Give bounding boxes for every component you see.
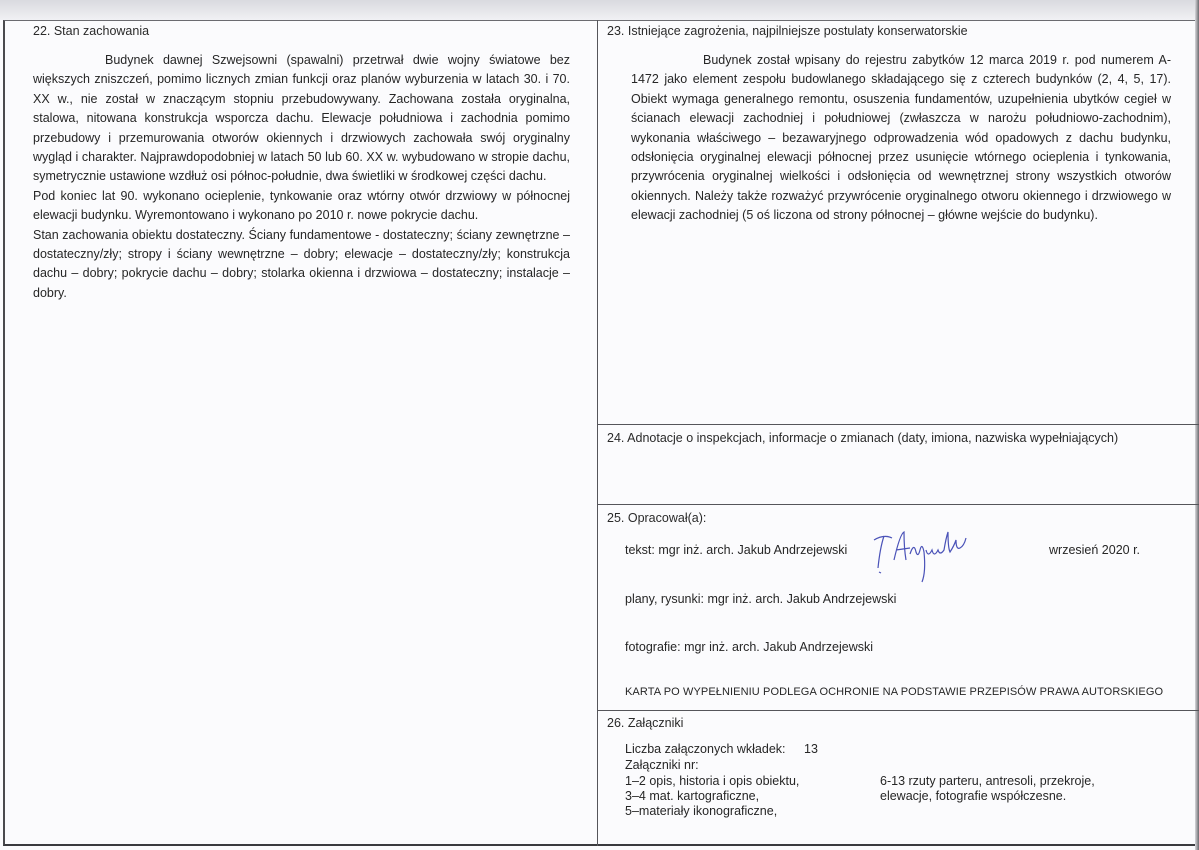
section-22-paragraph-1: Budynek dawnej Szwejsowni (spawalni) przetrwał dwie wojny światowe bez większych zniszczeń, pomimo licznych zmian funkcji oraz planów wyburzenia w latach 30. i 70. XX w., nie został w znaczącym stopniu przebudowywany. Zachowana została oryginalna, stalowa, nitowana konstrukcja wsporcza dachu. Elewacje południowa i zachodnia pomimo przebudowy i przemurowania otworów okiennych i drzwiowych zachowała swój oryginalny wygląd i charakter. Najprawdopodobniej w latach 50 lub 60. XX w. wybudowano w stropie dachu, symetrycznie ustawione wzdłuż osi północ-południe, dwa świetliki w środkowej części dachu. bbox=[33, 53, 570, 184]
section-22-paragraph-3: Stan zachowania obiektu dostateczny. Ściany fundamentowe - dostateczny; ściany zewnętrzne – dostateczny/zły; stropy i ściany wewnętrzne – dobry; elewacje – dostateczny/zły; konstrukcja dachu – dobry; pokrycie dachu – dobry; stolarka okienna i drzwiowa – dostateczny; instalacje – dobry. bbox=[33, 227, 570, 300]
attachments-list-label: Załączniki nr: bbox=[625, 758, 699, 772]
section-divider-26 bbox=[597, 710, 1199, 711]
date-label: wrzesień 2020 r. bbox=[1049, 543, 1141, 557]
section-23-body bbox=[631, 51, 1171, 226]
section-22-paragraph-2: Pod koniec lat 90. wykonano ocieplenie, tynkowanie oraz wtórny otwór drzwiowy w północnej elewacji budynku. Wyremontowano i wykonano po 2010 r. nowe pokrycie dachu. bbox=[33, 188, 570, 223]
attachment-item: 6-13 rzuty parteru, antresoli, przekroje, bbox=[880, 774, 1095, 788]
section-23-paragraph: Budynek został wpisany do rejestru zabytków 12 marca 2019 r. pod numerem A-1472 jako element zespołu budowlanego składającego się z czterech budynków (2, 4, 5, 17). Obiekt wymaga generalnego remontu, osuszenia fundamentów, uzupełnienia ubytków cegieł w ścianach elewacji zachodniej i południowej (zwłaszcza w narożu południowo-zachodnim), wykonania właściwego – bezawaryjnego odprowadzenia wód opadowych z dachu budynku, odsłonięcia oryginalnej elewacji północnej przez usunięcie wtórnego ocieplenia i tynkowania, przywrócenia oryginalnej wielkości i odsłonięcia od wewnętrznej strony wszystkich otworów okiennych. Należy także rozważyć przywrócenie oryginalnego otworu okiennego i drzwiowego w elewacji zachodniej (5 oś liczona od strony północnej – główne wejście do budynku). bbox=[631, 53, 1171, 223]
attachment-item: 3–4 mat. kartograficzne, bbox=[625, 789, 760, 803]
section-22-body bbox=[33, 51, 570, 303]
section-divider-24 bbox=[597, 424, 1199, 425]
copyright-notice: KARTA PO WYPEŁNIENIU PODLEGA OCHRONIE NA PODSTAWIE PRZEPISÓW PRAWA AUTORSKIEGO bbox=[625, 686, 1164, 698]
photos-author: fotografie: mgr inż. arch. Jakub Andrzejewski bbox=[625, 640, 874, 654]
attachments-count-label: Liczba załączonych wkładek: bbox=[625, 742, 786, 756]
attachment-item: 5–materiały ikonograficzne, bbox=[625, 804, 778, 818]
section-26-title: 26. Załączniki bbox=[607, 716, 684, 730]
text-author: tekst: mgr inż. arch. Jakub Andrzejewski bbox=[625, 543, 848, 557]
attachment-item: 1–2 opis, historia i opis obiektu, bbox=[625, 774, 800, 788]
plans-author: plany, rysunki: mgr inż. arch. Jakub Andrzejewski bbox=[625, 592, 897, 606]
section-24-title: 24. Adnotacje o inspekcjach, informacje o zmianach (daty, imiona, nazwiska wypełniających) bbox=[607, 431, 1119, 445]
signature-icon bbox=[870, 528, 980, 584]
section-23-title: 23. Istniejące zagrożenia, najpilniejsze postulaty konserwatorskie bbox=[607, 24, 968, 38]
column-divider bbox=[597, 20, 598, 846]
section-divider-25 bbox=[597, 504, 1199, 505]
attachments-count-value: 13 bbox=[804, 742, 818, 756]
scan-top-edge bbox=[0, 0, 1199, 20]
section-25-title: 25. Opracował(a): bbox=[607, 511, 707, 525]
attachment-item: elewacje, fotografie współczesne. bbox=[880, 789, 1067, 803]
scan-right-edge bbox=[1195, 0, 1199, 850]
section-22-title: 22. Stan zachowania bbox=[33, 24, 150, 38]
